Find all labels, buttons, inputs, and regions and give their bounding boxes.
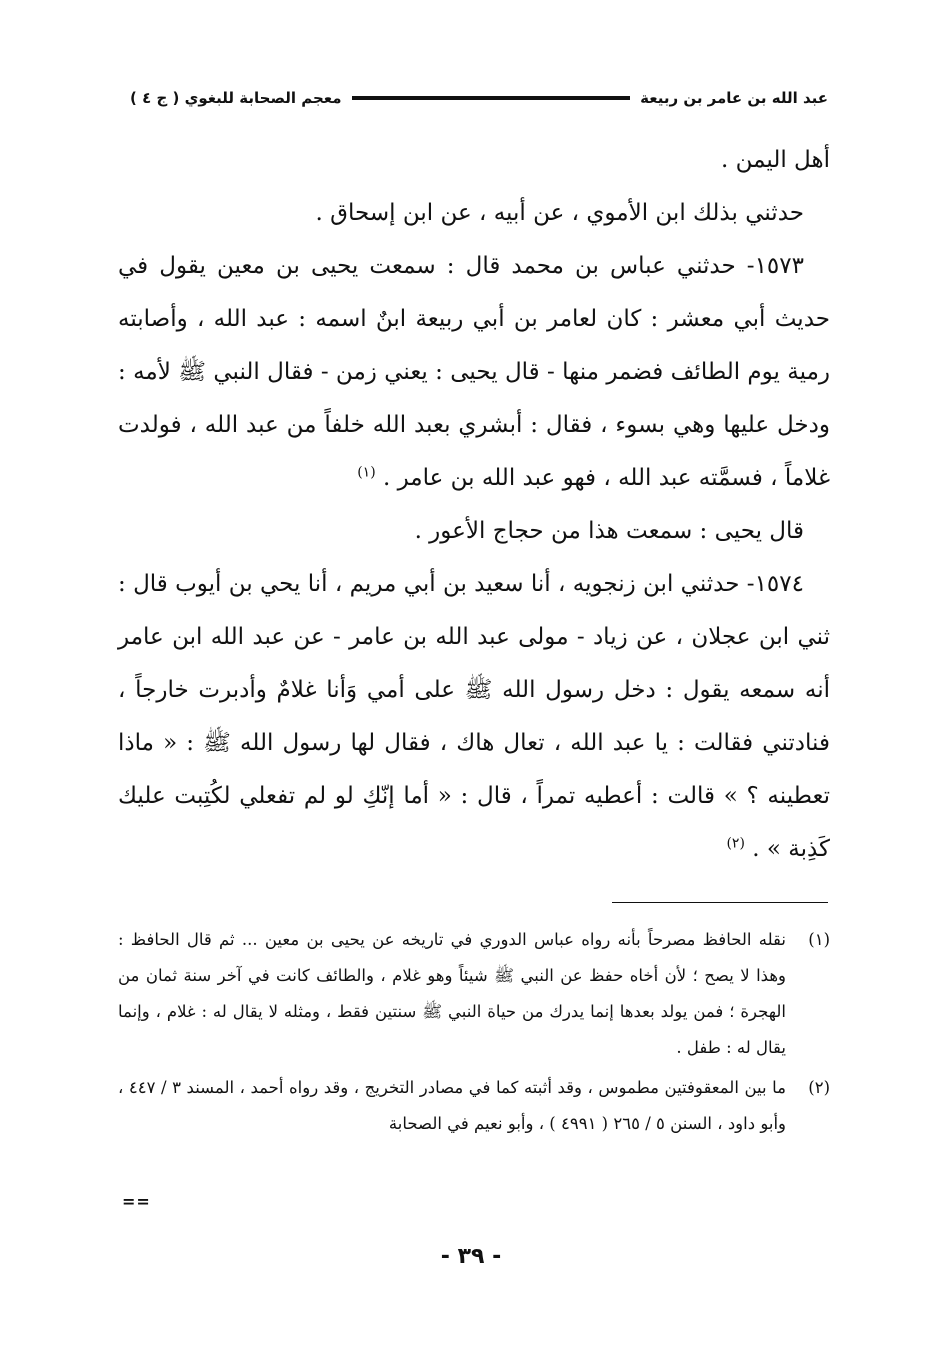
hadith-1574 <box>118 558 830 876</box>
footnotes <box>118 922 830 1146</box>
header-book-title: معجم الصحابة للبغوي ( ج ٤ ) <box>130 89 342 107</box>
footnote-2 <box>118 1070 830 1142</box>
page-number: - ٣٩ - <box>440 1244 502 1269</box>
footnote-separator <box>612 902 828 903</box>
paragraph-2-text: حدثني بذلك ابن الأموي ، عن أبيه ، عن ابن إسحاق . <box>315 200 804 226</box>
footnote-2-number: (٢) <box>808 1078 830 1097</box>
paragraph-4 <box>118 505 830 558</box>
hadith-1574-text: ١٥٧٤- حدثني ابن زنجويه ، أنا سعيد بن أبي مريم ، أنا يحي بن أيوب قال : ثني ابن عجلان ، عن زياد - مولى عبد الله بن عامر - عن عبد الله ابن عامر أنه سمعه يقول : دخل رسول الله ﷺ على أمي وَأنا غلامٌ وأدبرت خارجاً ، فنادتني فقالت : يا عبد الله ، تعال هاك ، فقال لها رسول الله ﷺ : « ماذا تعطينه ؟ » قالت : أعطيه تمراً ، قال : « أما إنّكِ لو لم تفعلي لكُتِبت عليك كَذِبة » . <box>118 571 830 862</box>
footnote-1-number: (١) <box>808 930 830 949</box>
hadith-1573-text: ١٥٧٣- حدثني عباس بن محمد قال : سمعت يحيى بن معين يقول في حديث أبي معشر : كان لعامر بن أبي ربيعة ابنٌ اسمه : عبد الله ، وأصابته رمية يوم الطائف فضمر منها - قال يحيى : يعني زمن - فقال النبي ﷺ لأمه : ودخل عليها وهي بسوء ، فقال : أبشري بعبد الله خلفاً من عبد الله ، فولدت غلاماً ، فسمَّته عبد الله ، فهو عبد الله بن عامر . <box>118 253 830 491</box>
footnote-1-text: نقله الحافظ مصرحاً بأنه رواه عباس الدوري في تاريخه عن يحيى بن معين ... ثم قال الحافظ : وهذا لا يصح ؛ لأن أخاه حفظ عن النبي ﷺ شيئاً وهو غلام ، والطائف كانت في آخر سنة ثمان من الهجرة ؛ فمن يولد بعدها إنما يدرك من حياة النبي ﷺ سنتين فقط ، ومثله لا يقال له : غلام ، وإنما يقال له : طفل . <box>118 930 786 1057</box>
footnote-1 <box>118 922 830 1066</box>
running-header <box>130 84 828 112</box>
paragraph-4-text: قال يحيى : سمعت هذا من حجاج الأعور . <box>414 518 804 544</box>
footnote-ref-2: (٢) <box>726 835 745 852</box>
paragraph-1 <box>118 134 830 187</box>
paragraph-1-text: أهل اليمن . <box>720 147 830 173</box>
header-rule <box>352 96 631 100</box>
continuation-mark: == <box>122 1192 151 1211</box>
hadith-1573 <box>118 240 830 505</box>
footnote-2-text: ما بين المعقوفتين مطموس ، وقد أثبته كما في مصادر التخريج ، وقد رواه أحمد ، المسند ٣ / ٤٤٧ ، وأبو داود ، السنن ٥ / ٢٦٥ ( ٤٩٩١ ) ، وأبو نعيم في الصحابة <box>118 1078 786 1133</box>
header-entry-title: عبد الله بن عامر بن ربيعة <box>640 89 828 107</box>
paragraph-2 <box>118 187 830 240</box>
main-text <box>118 134 830 876</box>
footnote-ref-1: (١) <box>357 464 376 481</box>
